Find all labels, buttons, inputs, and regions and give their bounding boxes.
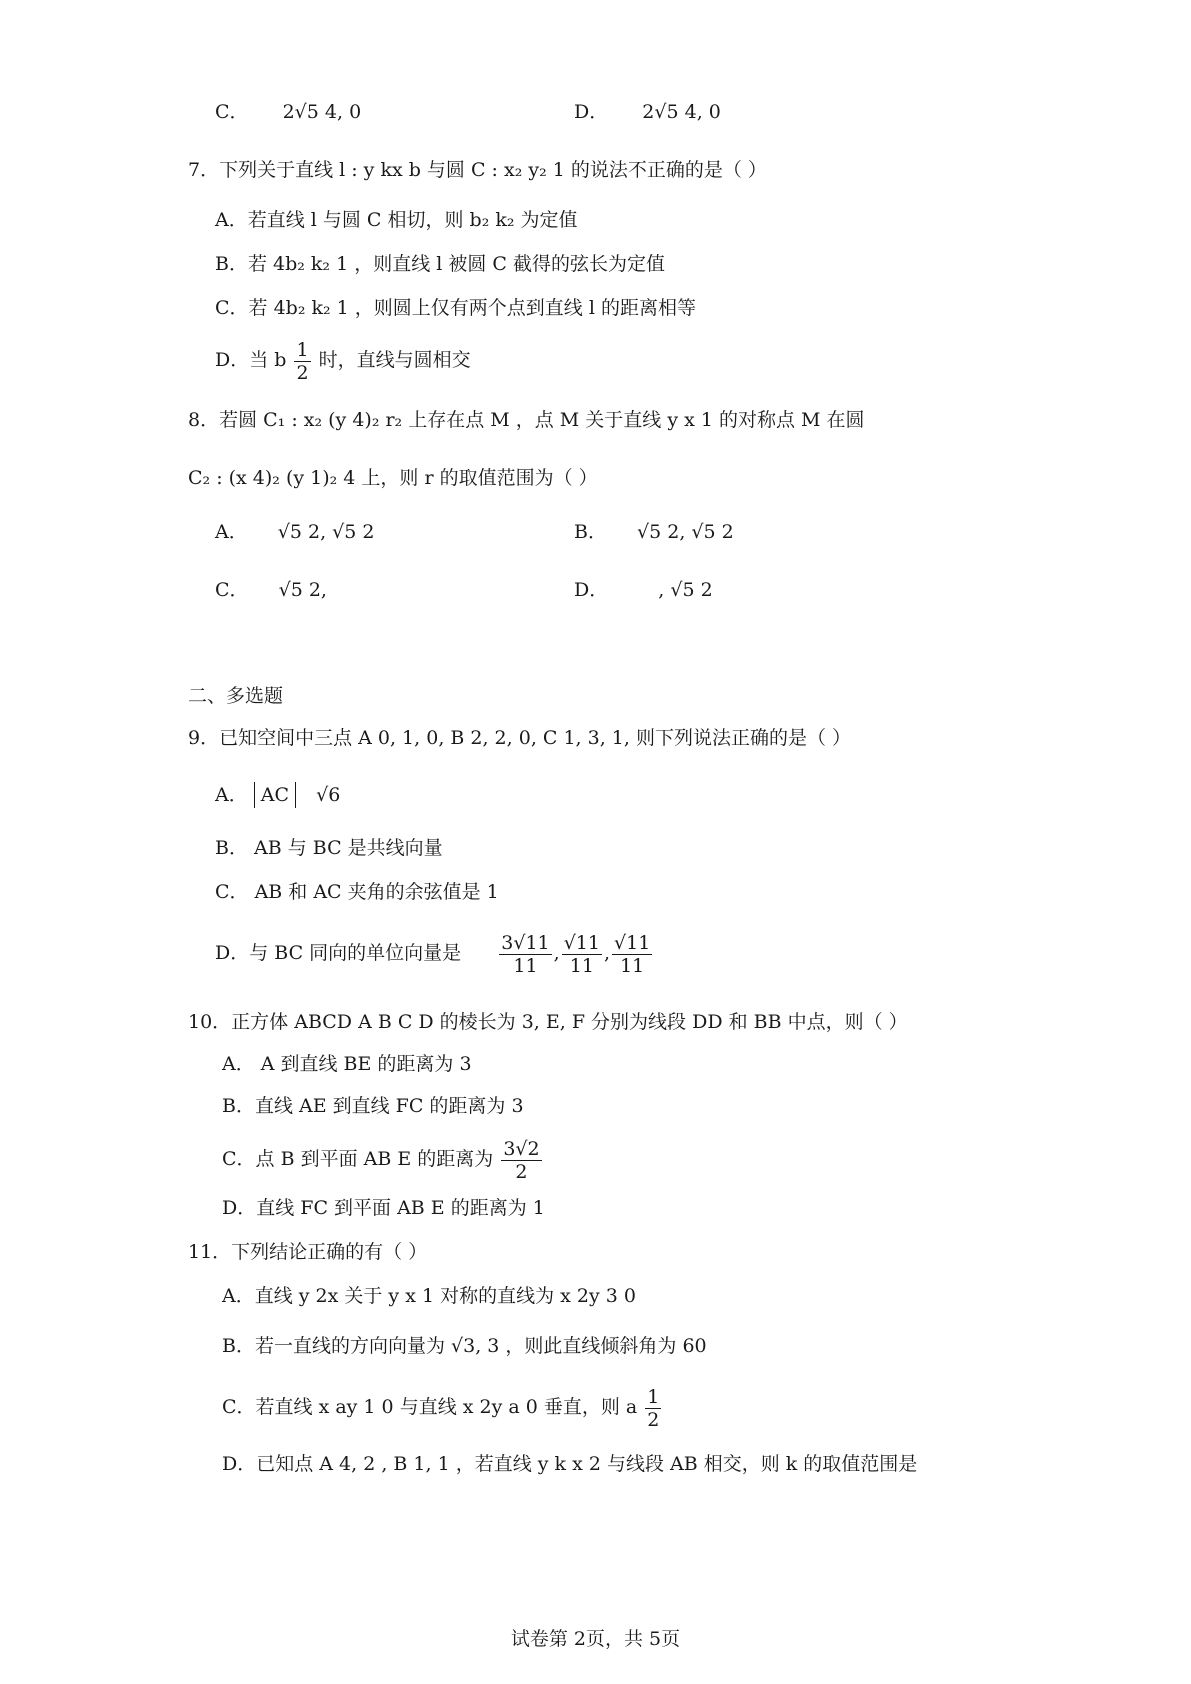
q10-option-c: C．点 B 到平面 AB E 的距离为 $\frac{3√2}{2}$ — [222, 1137, 540, 1183]
q11-stem: 11．下列结论正确的有（ ） — [188, 1241, 428, 1263]
section-heading-multi-choice: 二、多选题 — [188, 685, 284, 707]
q10-c-fraction: $\frac{3√2}{2}$ — [503, 1137, 540, 1183]
q11-option-b: B．若一直线的方向向量为 √3, 3 ，则此直线倾斜角为 60 — [222, 1335, 707, 1357]
q9-d-fraction-1: $\frac{3√11}{11}$ — [501, 931, 550, 977]
q8-option-b: B． √5 2, √5 2 — [574, 521, 734, 543]
q10-option-a: A． A 到直线 BE 的距离为 3 — [222, 1053, 472, 1075]
q10-option-d: D．直线 FC 到平面 AB E 的距离为 1 — [222, 1197, 545, 1219]
page-footer: 试卷第 2页，共 5页 — [510, 1628, 681, 1650]
q9-d-fraction-2: $\frac{√11}{11}$ — [563, 931, 600, 977]
q9-option-c: C． AB 和 AC 夹角的余弦值是 1 — [215, 881, 499, 903]
q11-option-a: A．直线 y 2x 关于 y x 1 对称的直线为 x 2y 3 0 — [222, 1285, 636, 1307]
q8-option-d: D． , √5 2 — [574, 579, 713, 601]
q11-option-c: C．若直线 x ay 1 0 与直线 x 2y a 0 垂直，则 a $\frac{1}{2}$ — [222, 1385, 660, 1431]
q7-option-d: D．当 b $\frac{1}{2}$ 时，直线与圆相交 — [215, 338, 471, 384]
q7-option-c: C．若 4b₂ k₂ 1 ，则圆上仅有两个点到直线 l 的距离相等 — [215, 297, 696, 319]
q10-option-b: B．直线 AE 到直线 FC 的距离为 3 — [222, 1095, 524, 1117]
q9-option-d: D．与 BC 同向的单位向量是 $\frac{3√11}{11}$ , $\frac{√11}{11}$ , $\frac{√11}{11}$ — [215, 931, 651, 977]
q9-option-a: A． AC √6 — [215, 784, 341, 806]
q7-option-b: B．若 4b₂ k₂ 1 ，则直线 l 被圆 C 截得的弦长为定值 — [215, 253, 665, 275]
q9-option-b: B． AB 与 BC 是共线向量 — [215, 837, 443, 859]
q9-a-magnitude: AC — [254, 782, 296, 808]
q9-stem: 9．已知空间中三点 A 0, 1, 0, B 2, 2, 0, C 1, 3, 1, 则下列说法正确的是（ ） — [188, 727, 852, 749]
q9-d-fraction-3: $\frac{√11}{11}$ — [614, 931, 651, 977]
q10-stem: 10．正方体 ABCD A B C D 的棱长为 3, E, F 分别为线段 DD 和 BB 中点，则（ ） — [188, 1011, 908, 1033]
q11-option-d: D．已知点 A 4, 2 , B 1, 1 ，若直线 y k x 2 与线段 AB 相交，则 k 的取值范围是 — [222, 1453, 918, 1475]
q8-stem-line2: C₂ : (x 4)₂ (y 1)₂ 4 上，则 r 的取值范围为（ ） — [188, 467, 598, 489]
q8-option-c: C． √5 2, — [215, 579, 327, 601]
q8-option-a: A． √5 2, √5 2 — [215, 521, 375, 543]
q7-d-fraction: $\frac{1}{2}$ — [296, 338, 309, 384]
q7-stem: 7．下列关于直线 l : y kx b 与圆 C : x₂ y₂ 1 的说法不正确的是（ ） — [188, 159, 767, 181]
q11-c-fraction: $\frac{1}{2}$ — [647, 1385, 660, 1431]
q8-stem-line1: 8．若圆 C₁ : x₂ (y 4)₂ r₂ 上存在点 M ，点 M 关于直线 y x 1 的对称点 M 在圆 — [188, 409, 865, 431]
q7-option-a: A．若直线 l 与圆 C 相切，则 b₂ k₂ 为定值 — [215, 209, 578, 231]
q6-option-d: D． 2√5 4, 0 — [574, 101, 721, 123]
q6-option-c: C． 2√5 4, 0 — [215, 101, 362, 123]
